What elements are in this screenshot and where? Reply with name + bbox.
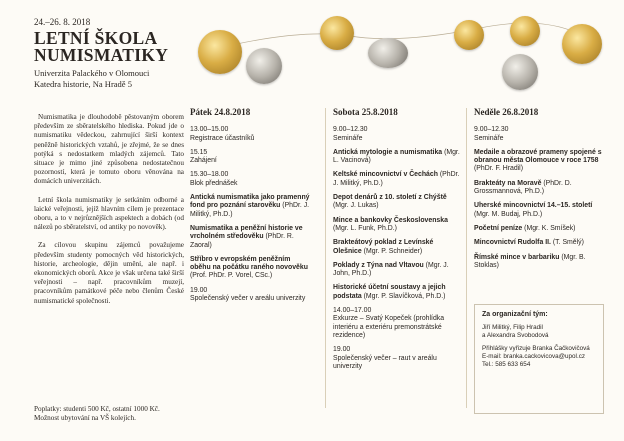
organizers-title: Za organizační tým:: [482, 311, 548, 318]
page-title: [34, 30, 168, 64]
program-item: [190, 287, 310, 304]
lecture-title: Antická numismatika jako pramenný fond pro poznání starověku: [190, 194, 310, 210]
lecturer-name: (Mgr. J. John, Ph.D.): [333, 261, 449, 278]
program-item: [474, 180, 602, 197]
program-item: [333, 126, 463, 143]
organizer-names-line: Jiří Militký, Filip Hradil: [482, 324, 543, 331]
lecturer-name: (PhDr. J. Militký, Ph.D.): [190, 202, 310, 218]
lecturer-name: (Mgr. M. Budaj, Ph.D.): [474, 210, 543, 218]
program-text: Společenský večer v areálu univerzity: [190, 295, 306, 303]
lecturer-name: (Mgr. L. Funk, Ph.D.): [333, 224, 397, 232]
lecture-title: Brakteáty na Moravě: [474, 179, 542, 187]
program-item: [333, 346, 463, 371]
silver-coin-icon: [246, 48, 282, 84]
lecture-title: Početní peníze: [474, 224, 523, 232]
program-item: [474, 225, 602, 233]
lecture-title: Antická mytologie a numismatika: [333, 148, 443, 156]
program-text: Semináře: [474, 134, 504, 142]
program-item: [333, 217, 463, 234]
friday-column: [190, 108, 310, 309]
silver-coin-icon: [502, 54, 538, 90]
lecture-title: Depot denárů z 10. století z Chýště: [333, 194, 447, 202]
gold-coin-icon: [198, 30, 242, 74]
lecture-title: Mincovnictví Rudolfa II.: [474, 239, 551, 247]
intro-text: [34, 113, 184, 315]
phone-number: Tel.: 585 633 654: [482, 361, 531, 368]
lecturer-name: (Prof. PhDr. P. Vorel, CSc.): [190, 272, 273, 280]
university-name: Univerzita Palackého v Olomouci: [34, 68, 150, 78]
gold-coin-icon: [562, 24, 602, 64]
program-item: [333, 171, 463, 188]
saturday-program: [333, 126, 463, 371]
program-item: [190, 149, 310, 166]
silver-coin-icon: [368, 38, 408, 68]
program-time: 15.15: [190, 148, 208, 156]
intro-paragraph: Letní škola numismatiky je setkáním odborné a laické veřejnosti, jejíž hlavním cílem je prezentace oboru, a to v nejrůznějších aspektech a dobách (od nálezů po sběratelství, od antiky po novověk).: [34, 195, 184, 232]
gold-coin-icon: [320, 16, 354, 50]
fees-line: Poplatky: studenti 500 Kč, ostatní 1000 Kč.: [34, 405, 160, 413]
organizer-names: [482, 324, 596, 340]
lecture-title: Brakteátový poklad z Levínské Olešnice: [333, 239, 434, 255]
program-text: Registrace účastníků: [190, 134, 255, 142]
organizer-names-line: a Alexandra Svobodová: [482, 332, 549, 339]
fees-info: [34, 405, 160, 423]
lecturer-name: (Mgr. P. Slavíčková, Ph.D.): [363, 292, 446, 300]
title-line-1: LETNÍ ŠKOLA: [34, 28, 158, 48]
lecturer-name: (Mgr. J. Lukas): [333, 202, 379, 210]
organizers-box: [474, 304, 604, 414]
lecturer-name: (Mgr. K. Smíšek): [524, 224, 576, 232]
lecture-title: Mince a bankovky Československa: [333, 216, 448, 224]
gold-coin-icon: [454, 20, 484, 50]
sunday-program: [474, 126, 602, 270]
sunday-column: [474, 108, 602, 276]
program-time: 14.00–17.00: [333, 307, 372, 315]
lecture-title: Poklady z Týna nad Vltavou: [333, 261, 424, 269]
program-item: [474, 254, 602, 271]
program-text: Exkurze – Svatý Kopeček (prohlídka interiéru a exteriéru premonstrátské rezidence): [333, 315, 445, 339]
sunday-heading: Neděle 26.8.2018: [474, 107, 539, 117]
organizer-subtitle: [34, 68, 149, 89]
lecture-title: Keltské mincovnictví v Čechách: [333, 171, 438, 179]
friday-program: [190, 126, 310, 303]
title-line-2: NUMISMATIKY: [34, 45, 169, 65]
program-item: [474, 149, 602, 174]
program-text: Blok přednášek: [190, 179, 238, 187]
program-item: [190, 126, 310, 143]
lecturer-name: (PhDr. J. Militký, Ph.D.): [333, 171, 460, 187]
registration-contact: Přihlášky vyřizuje Branka Čačkovičová: [482, 345, 590, 352]
program-text: Společenský večer – raut v areálu univerzity: [333, 354, 437, 370]
program-time: 13.00–15.00: [190, 126, 229, 134]
program-text: Zahájení: [190, 157, 217, 165]
intro-paragraph: Numismatika je dlouhodobě pěstovaným oborem především ze sběratelského hlediska. Pokud jde o numismatiku vědeckou, zahrnující širší kontext peněžně historických vztahů, je zřejmé, že se dnes potýká s nedostatkem mladých zájemců. Tato situace je mimo jiné způsobena nedostatečnou pozorností, která je tomuto oboru věnována na domácích univerzitách.: [34, 113, 184, 186]
lecturer-name: (PhDr. F. Hradil): [474, 165, 524, 173]
lecturer-name: (Mgr. P. Schneider): [363, 247, 423, 255]
column-divider: [466, 108, 467, 408]
program-time: 19.00: [190, 286, 208, 294]
program-item: [190, 194, 310, 219]
gold-coin-icon: [510, 16, 540, 46]
lecturer-name: (PhDr. D. Grossmannová, Ph.D.): [474, 179, 572, 196]
lecture-title: Stříbro v evropském peněžním oběhu na počátku raného novověku: [190, 255, 308, 272]
email-link[interactable]: E-mail: branka.cackovicova@upol.cz: [482, 353, 585, 360]
program-time: 9.00–12.30: [333, 126, 368, 134]
lecture-title: Římské mince v barbariku: [474, 253, 560, 261]
lecture-title: Medaile a obrazové prameny spojené s obranou města Olomouce v roce 1758: [474, 148, 602, 165]
program-item: [333, 284, 463, 301]
event-dates: 24.–26. 8. 2018: [34, 17, 91, 27]
coin-banner: [190, 8, 610, 98]
column-divider: [325, 108, 326, 408]
lecturer-name: (PhDr. R. Zaoral): [190, 233, 294, 249]
lecture-title: Numismatika a peněžní historie ve vrcholném středověku: [190, 224, 303, 241]
program-time: 9.00–12.30: [474, 126, 509, 134]
program-item: [333, 262, 463, 279]
lecturer-name: (Mgr. B. Stoklas): [474, 253, 586, 269]
program-item: [474, 126, 602, 143]
intro-paragraph: Za cílovou skupinu zájemců považujeme především studenty pomocných věd historických, historie, archeologie, dějin umění, ale např. i ekonomických oborů. Akce je však určena také širší veřejnosti – např. pracovníkům muzejí, pracovníkům památkové péče nebo členům České numismatické společnosti.: [34, 241, 184, 305]
program-item: [190, 225, 310, 250]
lecturer-name: (T. Smělý): [552, 239, 584, 247]
lecture-title: Uherské mincovnictví 14.–15. století: [474, 202, 593, 210]
saturday-heading: Sobota 25.8.2018: [333, 107, 398, 117]
program-text: Semináře: [333, 134, 363, 142]
program-time: 19.00: [333, 346, 351, 354]
accommodation-line: Možnost ubytování na VŠ kolejích.: [34, 414, 136, 422]
saturday-column: [333, 108, 463, 377]
program-item: [190, 256, 310, 281]
friday-heading: Pátek 24.8.2018: [190, 107, 251, 117]
program-time: 15.30–18.00: [190, 171, 229, 179]
program-item: [474, 239, 602, 247]
program-item: [190, 171, 310, 188]
department-address: Katedra historie, Na Hradě 5: [34, 78, 132, 89]
program-item: [333, 149, 463, 166]
lecture-title: Historické účetní soustavy a jejich podstata: [333, 284, 446, 300]
program-item: [333, 307, 463, 340]
lecturer-name: (Mgr. L. Vacinová): [333, 148, 460, 165]
program-item: [333, 194, 463, 211]
program-item: [333, 239, 463, 256]
program-item: [474, 202, 602, 219]
